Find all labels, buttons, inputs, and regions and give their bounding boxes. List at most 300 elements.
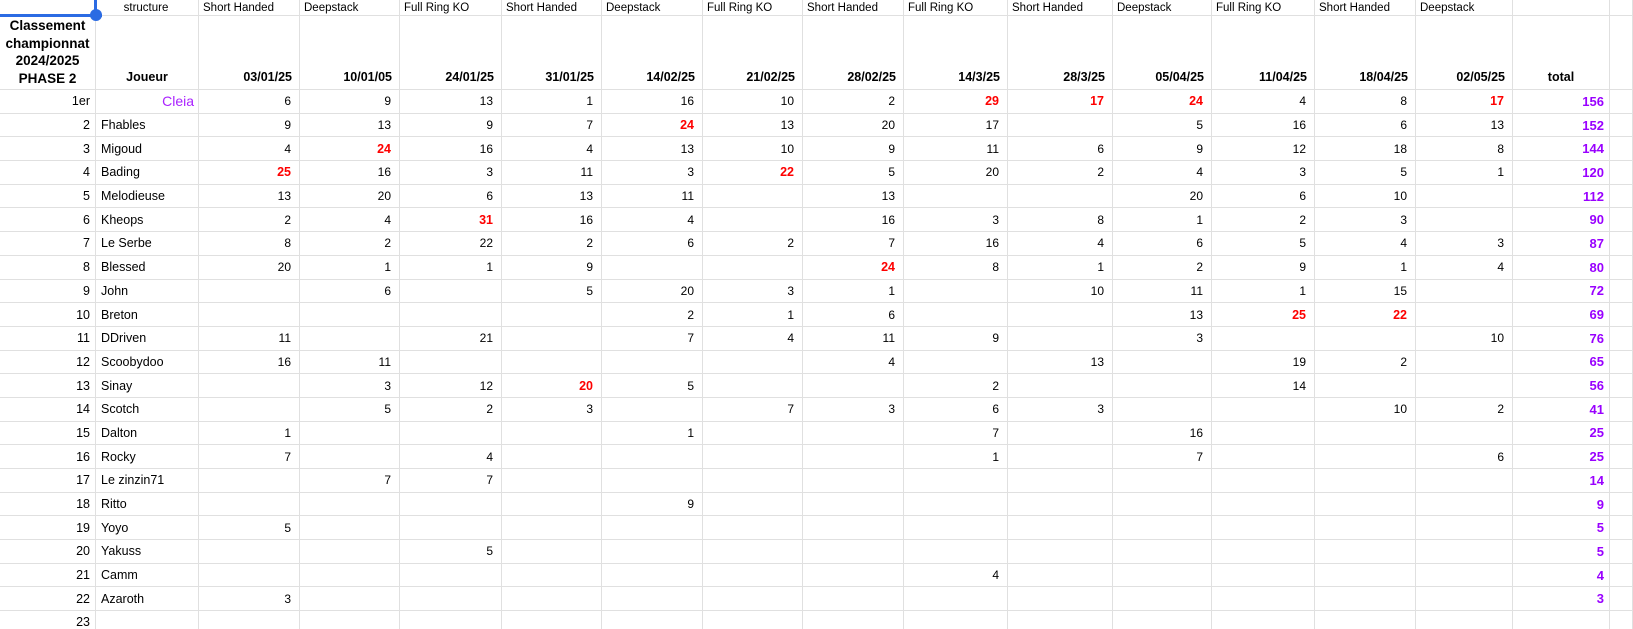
- score-cell[interactable]: [502, 445, 602, 469]
- score-cell[interactable]: [199, 303, 300, 327]
- row-edge-spacer[interactable]: [1610, 422, 1633, 446]
- score-cell[interactable]: 4: [400, 445, 502, 469]
- rank-cell[interactable]: 21: [0, 564, 96, 588]
- player-name-cell[interactable]: Azaroth: [96, 587, 199, 611]
- score-cell[interactable]: [904, 351, 1008, 375]
- total-cell[interactable]: 41: [1513, 398, 1610, 422]
- score-cell[interactable]: [1212, 398, 1315, 422]
- score-cell[interactable]: [1113, 493, 1212, 517]
- score-cell[interactable]: [199, 564, 300, 588]
- structure-col-header[interactable]: Short Handed: [199, 0, 300, 16]
- total-cell[interactable]: 112: [1513, 185, 1610, 209]
- score-cell[interactable]: 4: [1113, 161, 1212, 185]
- score-cell[interactable]: [602, 540, 703, 564]
- score-cell[interactable]: [400, 493, 502, 517]
- score-cell[interactable]: 7: [602, 327, 703, 351]
- player-name-cell[interactable]: Breton: [96, 303, 199, 327]
- row-edge-spacer[interactable]: [1610, 280, 1633, 304]
- player-name-cell[interactable]: Kheops: [96, 208, 199, 232]
- score-cell[interactable]: 1: [1113, 208, 1212, 232]
- total-cell[interactable]: 69: [1513, 303, 1610, 327]
- row-edge-spacer[interactable]: [1610, 161, 1633, 185]
- score-cell[interactable]: 1: [1315, 256, 1416, 280]
- player-name-cell[interactable]: DDriven: [96, 327, 199, 351]
- score-cell[interactable]: [1212, 564, 1315, 588]
- structure-col-header[interactable]: Full Ring KO: [904, 0, 1008, 16]
- score-cell[interactable]: 1: [803, 280, 904, 304]
- score-cell[interactable]: [1315, 540, 1416, 564]
- score-cell[interactable]: [199, 280, 300, 304]
- score-cell[interactable]: [1315, 327, 1416, 351]
- score-cell[interactable]: [502, 564, 602, 588]
- date-col-header[interactable]: 14/3/25: [904, 16, 1008, 90]
- score-cell[interactable]: 3: [1113, 327, 1212, 351]
- score-cell[interactable]: 7: [502, 114, 602, 138]
- score-cell[interactable]: [1008, 516, 1113, 540]
- score-cell[interactable]: 2: [904, 374, 1008, 398]
- structure-col-header[interactable]: Deepstack: [1416, 0, 1513, 16]
- score-cell[interactable]: 7: [400, 469, 502, 493]
- score-cell[interactable]: 3: [1008, 398, 1113, 422]
- score-cell[interactable]: [502, 516, 602, 540]
- score-cell[interactable]: 6: [1008, 137, 1113, 161]
- score-cell[interactable]: 15: [1315, 280, 1416, 304]
- row-edge-spacer[interactable]: [1610, 90, 1633, 114]
- date-col-header[interactable]: 02/05/25: [1416, 16, 1513, 90]
- total-cell[interactable]: 76: [1513, 327, 1610, 351]
- score-cell[interactable]: 21: [400, 327, 502, 351]
- score-cell[interactable]: [1113, 374, 1212, 398]
- score-cell[interactable]: [1008, 564, 1113, 588]
- score-cell[interactable]: 20: [904, 161, 1008, 185]
- joueur-header[interactable]: Joueur: [96, 16, 199, 90]
- row-edge-spacer[interactable]: [1610, 185, 1633, 209]
- rank-cell[interactable]: 14: [0, 398, 96, 422]
- score-cell[interactable]: [703, 587, 803, 611]
- score-cell[interactable]: 2: [1315, 351, 1416, 375]
- score-cell[interactable]: [502, 422, 602, 446]
- score-cell[interactable]: 3: [1315, 208, 1416, 232]
- score-cell[interactable]: 1: [1416, 161, 1513, 185]
- score-cell[interactable]: 3: [703, 280, 803, 304]
- score-cell[interactable]: [703, 208, 803, 232]
- score-cell[interactable]: 5: [803, 161, 904, 185]
- score-cell[interactable]: [703, 374, 803, 398]
- score-cell[interactable]: 13: [1416, 114, 1513, 138]
- score-cell[interactable]: [1008, 469, 1113, 493]
- score-cell[interactable]: [803, 540, 904, 564]
- score-cell[interactable]: [1008, 114, 1113, 138]
- score-cell[interactable]: 10: [1315, 185, 1416, 209]
- score-cell[interactable]: 16: [502, 208, 602, 232]
- score-cell[interactable]: 13: [703, 114, 803, 138]
- rank-cell[interactable]: 11: [0, 327, 96, 351]
- score-cell[interactable]: 7: [703, 398, 803, 422]
- total-cell[interactable]: 25: [1513, 445, 1610, 469]
- score-cell[interactable]: 17: [1008, 90, 1113, 114]
- score-cell[interactable]: [400, 564, 502, 588]
- rank-cell[interactable]: 4: [0, 161, 96, 185]
- score-cell[interactable]: 20: [1113, 185, 1212, 209]
- score-cell[interactable]: [1008, 185, 1113, 209]
- rank-cell[interactable]: 23: [0, 611, 96, 629]
- score-cell[interactable]: [1416, 374, 1513, 398]
- rank-cell[interactable]: 17: [0, 469, 96, 493]
- score-cell[interactable]: [1416, 564, 1513, 588]
- score-cell[interactable]: 1: [199, 422, 300, 446]
- structure-col-header[interactable]: Deepstack: [300, 0, 400, 16]
- total-cell[interactable]: 87: [1513, 232, 1610, 256]
- score-cell[interactable]: 13: [400, 90, 502, 114]
- score-cell[interactable]: [1416, 208, 1513, 232]
- score-cell[interactable]: 24: [602, 114, 703, 138]
- score-cell[interactable]: 4: [502, 137, 602, 161]
- score-cell[interactable]: 20: [803, 114, 904, 138]
- score-cell[interactable]: [1212, 493, 1315, 517]
- score-cell[interactable]: [1416, 303, 1513, 327]
- score-cell[interactable]: 10: [703, 90, 803, 114]
- date-col-header[interactable]: 21/02/25: [703, 16, 803, 90]
- player-name-cell[interactable]: Cleia: [96, 90, 199, 114]
- score-cell[interactable]: [1416, 185, 1513, 209]
- structure-col-header[interactable]: Short Handed: [803, 0, 904, 16]
- score-cell[interactable]: 16: [1212, 114, 1315, 138]
- score-cell[interactable]: [1416, 493, 1513, 517]
- score-cell[interactable]: 20: [602, 280, 703, 304]
- score-cell[interactable]: [502, 493, 602, 517]
- score-cell[interactable]: [803, 374, 904, 398]
- score-cell[interactable]: [703, 422, 803, 446]
- score-cell[interactable]: 8: [1416, 137, 1513, 161]
- player-name-cell[interactable]: Melodieuse: [96, 185, 199, 209]
- structure-col-header[interactable]: Full Ring KO: [400, 0, 502, 16]
- score-cell[interactable]: [1315, 587, 1416, 611]
- score-cell[interactable]: 1: [904, 445, 1008, 469]
- score-cell[interactable]: 13: [300, 114, 400, 138]
- score-cell[interactable]: [199, 493, 300, 517]
- date-col-header[interactable]: 24/01/25: [400, 16, 502, 90]
- score-cell[interactable]: 5: [1212, 232, 1315, 256]
- row-edge-spacer[interactable]: [1610, 611, 1633, 629]
- score-cell[interactable]: [904, 469, 1008, 493]
- score-cell[interactable]: [1416, 540, 1513, 564]
- score-cell[interactable]: [300, 587, 400, 611]
- structure-header[interactable]: structure: [96, 0, 199, 16]
- score-cell[interactable]: 7: [300, 469, 400, 493]
- score-cell[interactable]: [502, 611, 602, 629]
- score-cell[interactable]: 4: [904, 564, 1008, 588]
- player-name-cell[interactable]: Ritto: [96, 493, 199, 517]
- date-col-header[interactable]: 28/3/25: [1008, 16, 1113, 90]
- player-name-cell[interactable]: Dalton: [96, 422, 199, 446]
- score-cell[interactable]: 9: [803, 137, 904, 161]
- score-cell[interactable]: [400, 611, 502, 629]
- rank-cell[interactable]: 16: [0, 445, 96, 469]
- score-cell[interactable]: [803, 445, 904, 469]
- row-edge-spacer[interactable]: [1610, 493, 1633, 517]
- score-cell[interactable]: 10: [1008, 280, 1113, 304]
- score-cell[interactable]: [1315, 493, 1416, 517]
- score-cell[interactable]: [1008, 493, 1113, 517]
- score-cell[interactable]: 6: [904, 398, 1008, 422]
- score-cell[interactable]: 11: [199, 327, 300, 351]
- player-name-cell[interactable]: Camm: [96, 564, 199, 588]
- score-cell[interactable]: 13: [1008, 351, 1113, 375]
- score-cell[interactable]: 12: [400, 374, 502, 398]
- score-cell[interactable]: [1113, 564, 1212, 588]
- score-cell[interactable]: 6: [400, 185, 502, 209]
- score-cell[interactable]: [1212, 587, 1315, 611]
- score-cell[interactable]: 3: [1212, 161, 1315, 185]
- score-cell[interactable]: [199, 540, 300, 564]
- score-cell[interactable]: 2: [1008, 161, 1113, 185]
- score-cell[interactable]: [803, 493, 904, 517]
- score-cell[interactable]: 4: [803, 351, 904, 375]
- score-cell[interactable]: [1008, 422, 1113, 446]
- score-cell[interactable]: [1315, 611, 1416, 629]
- score-cell[interactable]: 4: [602, 208, 703, 232]
- player-name-cell[interactable]: Sinay: [96, 374, 199, 398]
- score-cell[interactable]: [502, 469, 602, 493]
- score-cell[interactable]: [1416, 611, 1513, 629]
- score-cell[interactable]: 9: [1212, 256, 1315, 280]
- score-cell[interactable]: 20: [199, 256, 300, 280]
- score-cell[interactable]: [502, 587, 602, 611]
- date-col-header[interactable]: 10/01/05: [300, 16, 400, 90]
- score-cell[interactable]: 16: [1113, 422, 1212, 446]
- player-name-cell[interactable]: Yakuss: [96, 540, 199, 564]
- score-cell[interactable]: 22: [400, 232, 502, 256]
- score-cell[interactable]: 7: [904, 422, 1008, 446]
- score-cell[interactable]: 6: [300, 280, 400, 304]
- score-cell[interactable]: [1416, 422, 1513, 446]
- player-name-cell[interactable]: Scotch: [96, 398, 199, 422]
- score-cell[interactable]: [602, 445, 703, 469]
- score-cell[interactable]: [1008, 587, 1113, 611]
- score-cell[interactable]: 13: [602, 137, 703, 161]
- total-cell[interactable]: 5: [1513, 516, 1610, 540]
- score-cell[interactable]: 24: [1113, 90, 1212, 114]
- score-cell[interactable]: [703, 516, 803, 540]
- player-name-cell[interactable]: Le zinzin71: [96, 469, 199, 493]
- freeze-row-line[interactable]: [0, 14, 102, 17]
- score-cell[interactable]: 20: [502, 374, 602, 398]
- score-cell[interactable]: 2: [1113, 256, 1212, 280]
- score-cell[interactable]: [1113, 540, 1212, 564]
- score-cell[interactable]: 18: [1315, 137, 1416, 161]
- score-cell[interactable]: 16: [300, 161, 400, 185]
- score-cell[interactable]: [1212, 327, 1315, 351]
- score-cell[interactable]: [904, 280, 1008, 304]
- score-cell[interactable]: 14: [1212, 374, 1315, 398]
- score-cell[interactable]: [703, 611, 803, 629]
- score-cell[interactable]: 9: [904, 327, 1008, 351]
- rank-cell[interactable]: 6: [0, 208, 96, 232]
- score-cell[interactable]: 11: [300, 351, 400, 375]
- score-cell[interactable]: [1212, 540, 1315, 564]
- score-cell[interactable]: 22: [703, 161, 803, 185]
- score-cell[interactable]: [199, 398, 300, 422]
- score-cell[interactable]: [1008, 374, 1113, 398]
- score-cell[interactable]: 9: [502, 256, 602, 280]
- score-cell[interactable]: [803, 587, 904, 611]
- player-name-cell[interactable]: John: [96, 280, 199, 304]
- score-cell[interactable]: [400, 422, 502, 446]
- score-cell[interactable]: [400, 516, 502, 540]
- score-cell[interactable]: [1008, 611, 1113, 629]
- row-edge-spacer[interactable]: [1610, 114, 1633, 138]
- score-cell[interactable]: 9: [300, 90, 400, 114]
- score-cell[interactable]: [1008, 540, 1113, 564]
- rank-cell[interactable]: 2: [0, 114, 96, 138]
- score-cell[interactable]: [703, 445, 803, 469]
- score-cell[interactable]: 16: [400, 137, 502, 161]
- total-cell[interactable]: 3: [1513, 587, 1610, 611]
- score-cell[interactable]: 16: [602, 90, 703, 114]
- score-cell[interactable]: 4: [1008, 232, 1113, 256]
- rank-cell[interactable]: 22: [0, 587, 96, 611]
- score-cell[interactable]: 10: [1416, 327, 1513, 351]
- score-cell[interactable]: [502, 327, 602, 351]
- score-cell[interactable]: [1008, 303, 1113, 327]
- score-cell[interactable]: 3: [400, 161, 502, 185]
- score-cell[interactable]: 11: [904, 137, 1008, 161]
- score-cell[interactable]: 9: [602, 493, 703, 517]
- rank-cell[interactable]: 7: [0, 232, 96, 256]
- score-cell[interactable]: [502, 540, 602, 564]
- score-cell[interactable]: [803, 611, 904, 629]
- score-cell[interactable]: [300, 611, 400, 629]
- score-cell[interactable]: 3: [502, 398, 602, 422]
- total-cell[interactable]: 72: [1513, 280, 1610, 304]
- score-cell[interactable]: [502, 351, 602, 375]
- score-cell[interactable]: [1113, 469, 1212, 493]
- score-cell[interactable]: 4: [1416, 256, 1513, 280]
- score-cell[interactable]: 8: [1315, 90, 1416, 114]
- score-cell[interactable]: [1416, 469, 1513, 493]
- score-cell[interactable]: 1: [1212, 280, 1315, 304]
- rank-cell[interactable]: 9: [0, 280, 96, 304]
- player-name-cell[interactable]: Rocky: [96, 445, 199, 469]
- score-cell[interactable]: [1008, 445, 1113, 469]
- score-cell[interactable]: 12: [1212, 137, 1315, 161]
- row-edge-spacer[interactable]: [1610, 398, 1633, 422]
- score-cell[interactable]: [602, 351, 703, 375]
- structure-edge-spacer[interactable]: [1610, 0, 1633, 16]
- score-cell[interactable]: [1113, 398, 1212, 422]
- row-edge-spacer[interactable]: [1610, 351, 1633, 375]
- score-cell[interactable]: 8: [199, 232, 300, 256]
- score-cell[interactable]: 2: [400, 398, 502, 422]
- score-cell[interactable]: 6: [602, 232, 703, 256]
- score-cell[interactable]: [502, 303, 602, 327]
- score-cell[interactable]: [703, 540, 803, 564]
- score-cell[interactable]: 13: [803, 185, 904, 209]
- score-cell[interactable]: [1008, 327, 1113, 351]
- score-cell[interactable]: 4: [199, 137, 300, 161]
- score-cell[interactable]: 6: [1113, 232, 1212, 256]
- score-cell[interactable]: 9: [199, 114, 300, 138]
- score-cell[interactable]: [602, 611, 703, 629]
- score-cell[interactable]: 25: [1212, 303, 1315, 327]
- total-cell[interactable]: 14: [1513, 469, 1610, 493]
- score-cell[interactable]: [1315, 516, 1416, 540]
- score-cell[interactable]: 8: [904, 256, 1008, 280]
- score-cell[interactable]: [904, 493, 1008, 517]
- player-name-cell[interactable]: Le Serbe: [96, 232, 199, 256]
- total-cell[interactable]: 156: [1513, 90, 1610, 114]
- score-cell[interactable]: [904, 540, 1008, 564]
- score-cell[interactable]: 3: [904, 208, 1008, 232]
- structure-col-header[interactable]: Full Ring KO: [703, 0, 803, 16]
- row-edge-spacer[interactable]: [1610, 516, 1633, 540]
- rank-cell[interactable]: 20: [0, 540, 96, 564]
- date-col-header[interactable]: 14/02/25: [602, 16, 703, 90]
- rank-cell[interactable]: 19: [0, 516, 96, 540]
- championship-title-cell[interactable]: Classement championnat 2024/2025 PHASE 2: [0, 0, 96, 90]
- score-cell[interactable]: 5: [400, 540, 502, 564]
- score-cell[interactable]: 5: [199, 516, 300, 540]
- score-cell[interactable]: 1: [602, 422, 703, 446]
- structure-col-header[interactable]: Short Handed: [502, 0, 602, 16]
- score-cell[interactable]: 6: [1315, 114, 1416, 138]
- row-edge-spacer[interactable]: [1610, 469, 1633, 493]
- score-cell[interactable]: [400, 303, 502, 327]
- score-cell[interactable]: 17: [1416, 90, 1513, 114]
- score-cell[interactable]: [400, 280, 502, 304]
- score-cell[interactable]: [300, 445, 400, 469]
- score-cell[interactable]: 24: [803, 256, 904, 280]
- score-cell[interactable]: [400, 351, 502, 375]
- score-cell[interactable]: [1113, 351, 1212, 375]
- rank-cell[interactable]: 8: [0, 256, 96, 280]
- score-cell[interactable]: 1: [300, 256, 400, 280]
- row-edge-spacer[interactable]: [1610, 564, 1633, 588]
- row-edge-spacer[interactable]: [1610, 445, 1633, 469]
- score-cell[interactable]: 11: [602, 185, 703, 209]
- score-cell[interactable]: 4: [703, 327, 803, 351]
- structure-col-header[interactable]: Short Handed: [1008, 0, 1113, 16]
- score-cell[interactable]: 4: [1315, 232, 1416, 256]
- score-cell[interactable]: [1315, 564, 1416, 588]
- rank-cell[interactable]: 10: [0, 303, 96, 327]
- score-cell[interactable]: 10: [703, 137, 803, 161]
- score-cell[interactable]: [904, 587, 1008, 611]
- score-cell[interactable]: 2: [502, 232, 602, 256]
- score-cell[interactable]: 7: [803, 232, 904, 256]
- score-cell[interactable]: 25: [199, 161, 300, 185]
- total-cell[interactable]: 90: [1513, 208, 1610, 232]
- score-cell[interactable]: 6: [803, 303, 904, 327]
- score-cell[interactable]: [1212, 445, 1315, 469]
- score-cell[interactable]: [602, 398, 703, 422]
- score-cell[interactable]: [904, 611, 1008, 629]
- score-cell[interactable]: [904, 516, 1008, 540]
- score-cell[interactable]: [1113, 611, 1212, 629]
- total-cell[interactable]: 80: [1513, 256, 1610, 280]
- score-cell[interactable]: 7: [1113, 445, 1212, 469]
- score-cell[interactable]: [1315, 422, 1416, 446]
- date-col-header[interactable]: 03/01/25: [199, 16, 300, 90]
- date-col-header[interactable]: 28/02/25: [803, 16, 904, 90]
- date-col-header[interactable]: 18/04/25: [1315, 16, 1416, 90]
- rank-cell[interactable]: 1er: [0, 90, 96, 114]
- rank-cell[interactable]: 18: [0, 493, 96, 517]
- score-cell[interactable]: [703, 469, 803, 493]
- score-cell[interactable]: [1416, 280, 1513, 304]
- total-cell[interactable]: 56: [1513, 374, 1610, 398]
- score-cell[interactable]: 3: [1416, 232, 1513, 256]
